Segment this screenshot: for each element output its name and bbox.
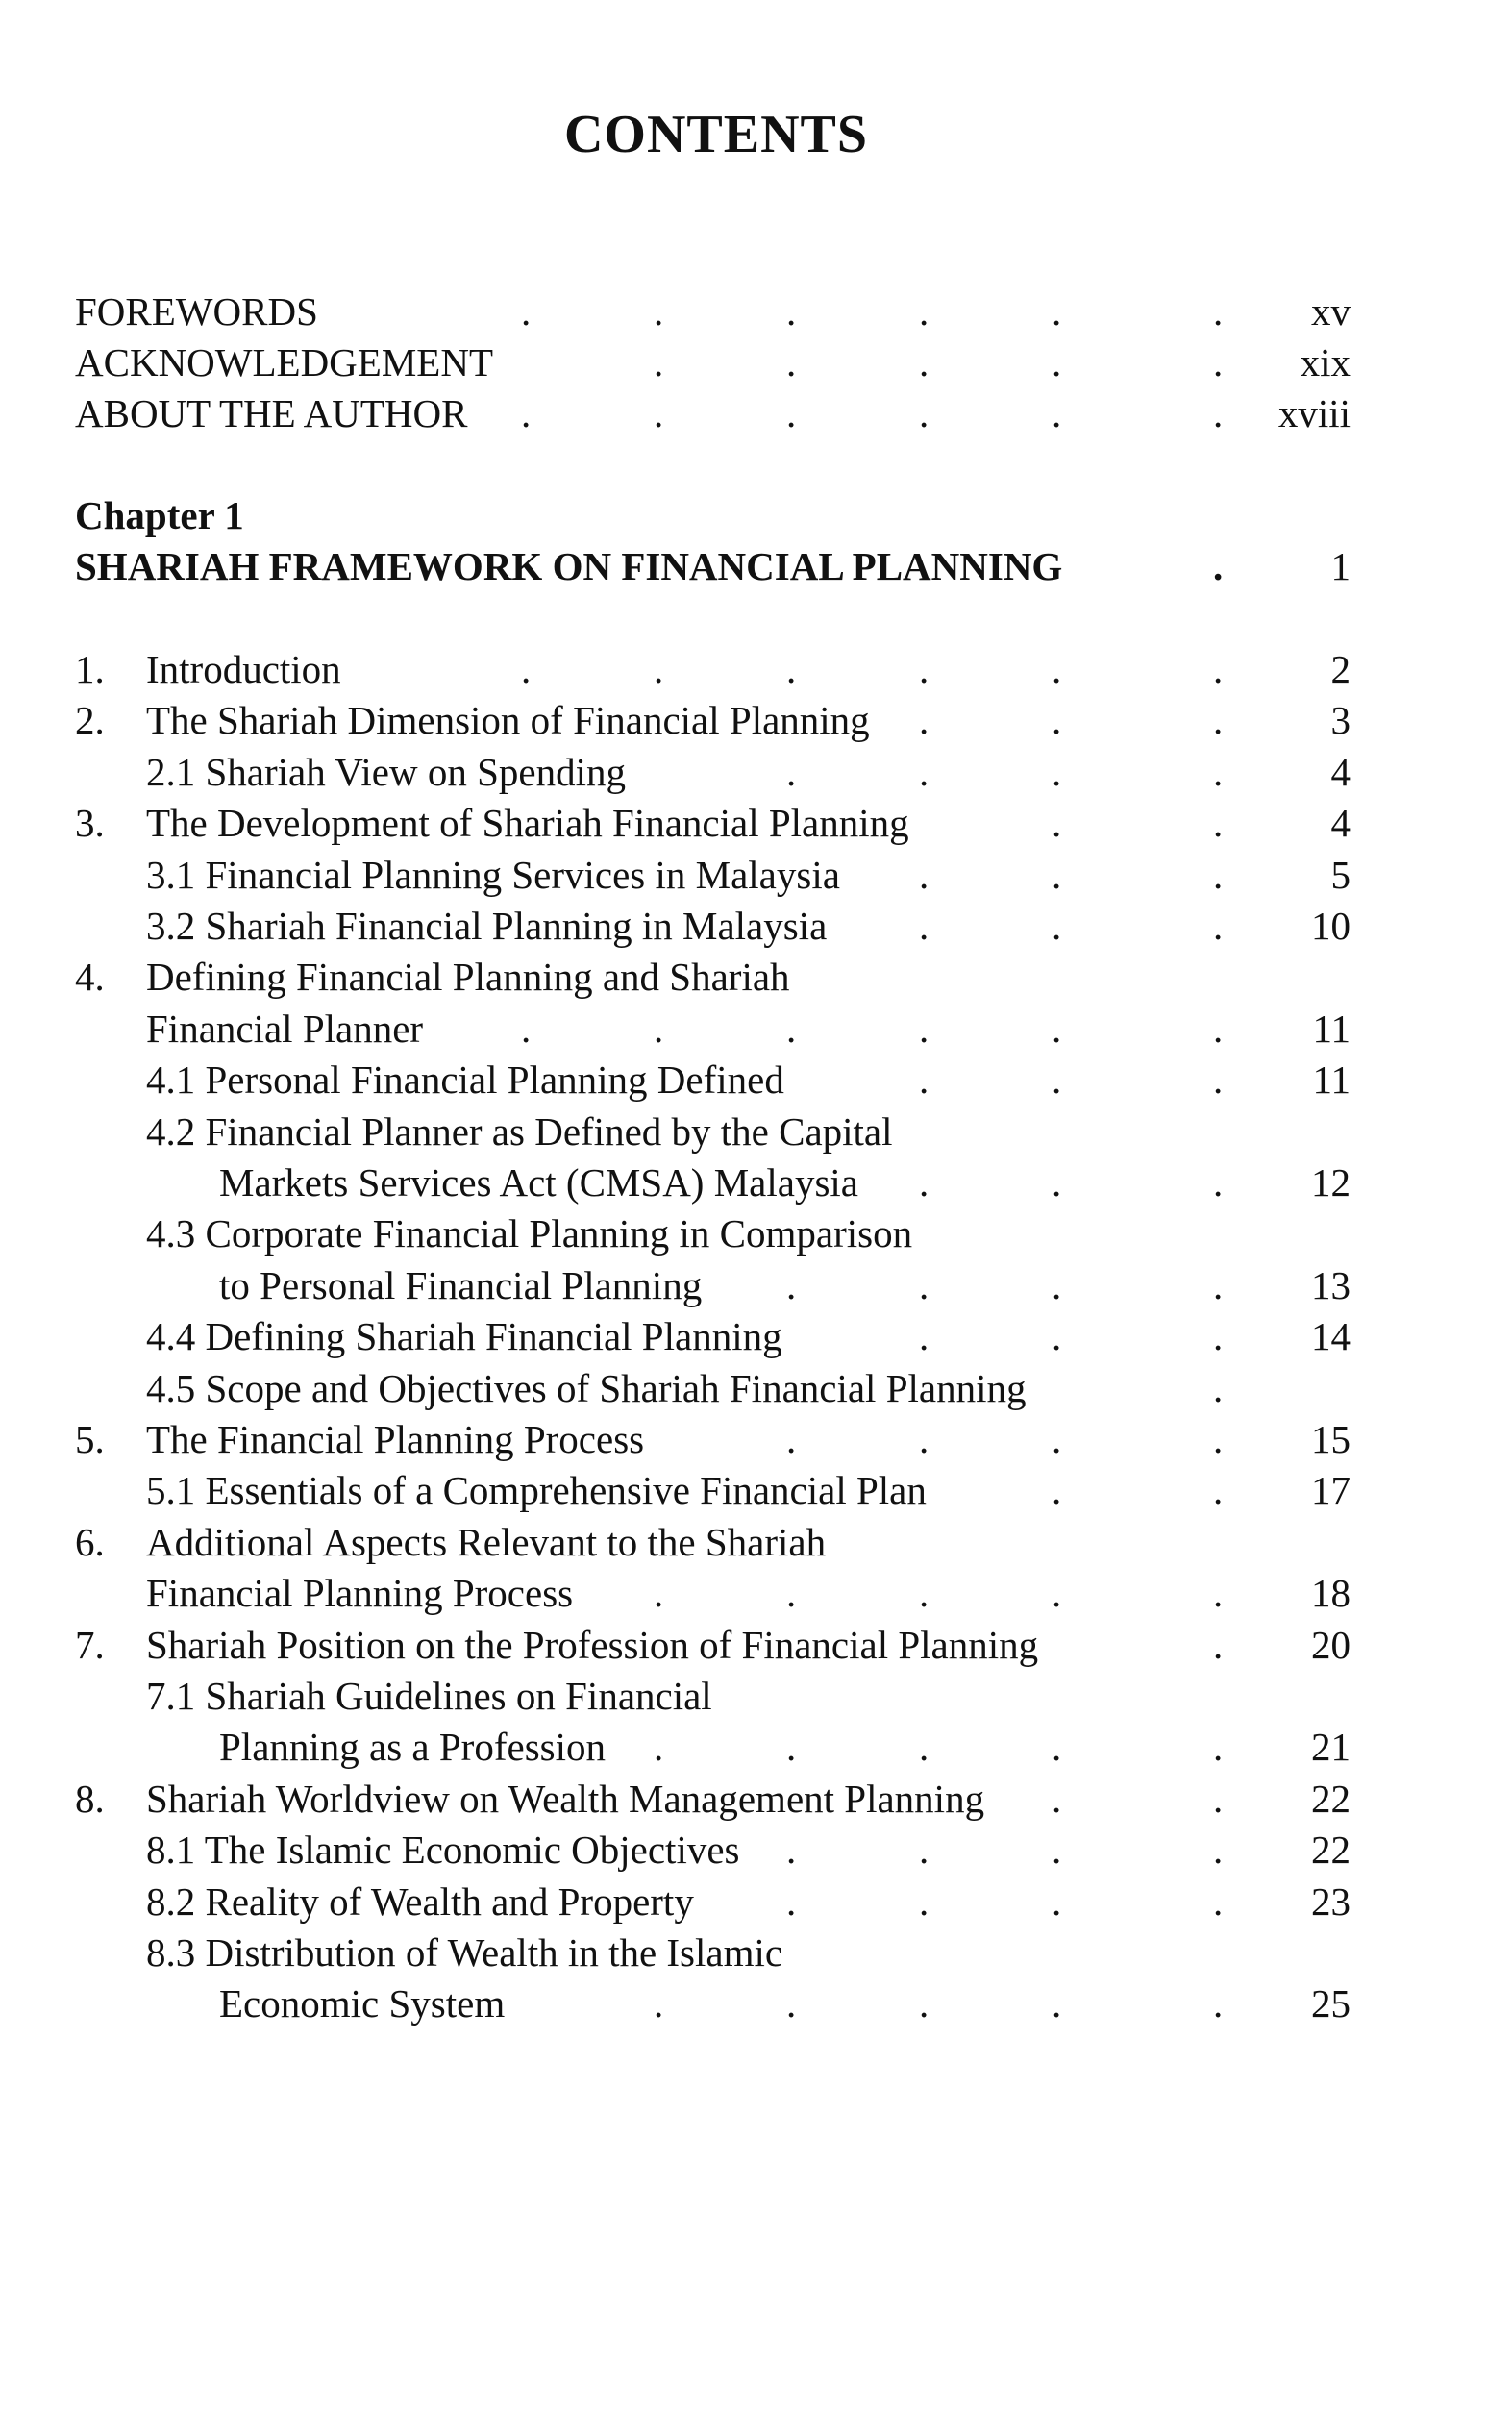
leader-dot: .	[654, 1571, 664, 1615]
page-number: 25	[1311, 1981, 1351, 2026]
entry-title: to Personal Financial Planning	[219, 1263, 703, 1307]
leader-dot: .	[1213, 1879, 1224, 1924]
toc-subentry[interactable]	[0, 848, 1351, 902]
page-number: 5	[1330, 853, 1351, 897]
leader-dot: .	[1052, 391, 1062, 435]
leader-dot: .	[786, 340, 797, 385]
toc-subentry[interactable]	[0, 1926, 1351, 1979]
leader-dot: .	[1052, 647, 1062, 691]
toc-entry[interactable]	[0, 1618, 1351, 1672]
entry-title: 4.2 Financial Planner as Defined by the Capital	[146, 1109, 893, 1154]
entry-title: 2.1 Shariah View on Spending	[146, 750, 626, 794]
chapter-number: Chapter 1	[75, 493, 244, 537]
leader-dot: .	[654, 289, 664, 334]
toc-subentry[interactable]	[0, 1105, 1351, 1158]
toc-subentry[interactable]	[0, 1720, 1351, 1774]
leader-dot: .	[786, 1981, 797, 2026]
page-number: 15	[1311, 1417, 1351, 1461]
entry-number: 6.	[75, 1520, 105, 1564]
entry-title: 4.5 Scope and Objectives of Shariah Financial Planning	[146, 1366, 1027, 1410]
toc-entry[interactable]	[0, 693, 1351, 747]
toc-front-matter-entry[interactable]	[0, 285, 1351, 338]
leader-dot: .	[1213, 1417, 1224, 1461]
leader-dot: .	[1213, 1314, 1224, 1358]
page-number: 23	[1311, 1879, 1351, 1924]
leader-dot: .	[1052, 340, 1062, 385]
leader-dot: .	[1052, 1571, 1062, 1615]
toc-entry[interactable]	[0, 642, 1351, 696]
leader-dot: .	[919, 340, 930, 385]
leader-dot: .	[1213, 1007, 1224, 1051]
leader-dot: .	[919, 1828, 930, 1872]
entry-title: 5.1 Essentials of a Comprehensive Financial Plan	[146, 1468, 927, 1512]
leader-dot: .	[1052, 1417, 1062, 1461]
leader-dot: .	[1052, 904, 1062, 948]
chapter-title-entry[interactable]	[0, 539, 1351, 593]
entry-number: 4.	[75, 955, 105, 999]
toc-subentry[interactable]	[0, 1463, 1351, 1517]
entry-title: 8.1 The Islamic Economic Objectives	[146, 1828, 740, 1872]
leader-dot: .	[1213, 647, 1224, 691]
leader-dot: .	[919, 750, 930, 794]
leader-dot: .	[521, 289, 532, 334]
leader-dot: .	[919, 1725, 930, 1769]
leader-dot: .	[1213, 904, 1224, 948]
entry-title: Shariah Worldview on Wealth Management Planning	[146, 1777, 985, 1821]
leader-dot: .	[786, 1879, 797, 1924]
leader-dot: .	[919, 1057, 930, 1102]
leader-dot: .	[1213, 544, 1224, 588]
toc-front-matter-entry[interactable]	[0, 336, 1351, 389]
leader-dot: .	[919, 853, 930, 897]
leader-dot: .	[786, 1417, 797, 1461]
leader-dot: .	[786, 647, 797, 691]
entry-title: 4.1 Personal Financial Planning Defined	[146, 1057, 784, 1102]
leader-dot: .	[654, 1725, 664, 1769]
page-number: 11	[1312, 1057, 1351, 1102]
leader-dot: .	[1052, 1263, 1062, 1307]
page-number: xviii	[1277, 391, 1351, 435]
leader-dot: .	[1052, 1725, 1062, 1769]
leader-dot: .	[654, 1007, 664, 1051]
leader-dot: .	[1052, 1777, 1062, 1821]
leader-dot: .	[654, 340, 664, 385]
entry-number: 7.	[75, 1623, 105, 1667]
leader-dot: .	[1213, 1777, 1224, 1821]
toc-subentry[interactable]	[0, 1309, 1351, 1363]
leader-dot: .	[919, 1160, 930, 1205]
leader-dot: .	[1213, 1468, 1224, 1512]
entry-number: 3.	[75, 801, 105, 845]
entry-title: The Financial Planning Process	[146, 1417, 645, 1461]
entry-label: FOREWORDS	[75, 289, 318, 334]
entry-title: Shariah Position on the Profession of Financial Planning	[146, 1623, 1039, 1667]
page-number: 11	[1312, 1007, 1351, 1051]
entry-title: Defining Financial Planning and Shariah	[146, 955, 790, 999]
leader-dot: .	[786, 1725, 797, 1769]
leader-dot: .	[919, 1981, 930, 2026]
leader-dot: .	[919, 391, 930, 435]
toc-subentry[interactable]	[0, 1669, 1351, 1723]
page-number: 21	[1311, 1725, 1351, 1769]
page-number: 22	[1311, 1828, 1351, 1872]
leader-dot: .	[1213, 289, 1224, 334]
toc-entry[interactable]	[0, 1772, 1351, 1826]
toc-subentry[interactable]	[0, 1977, 1351, 2030]
page-number: 13	[1311, 1263, 1351, 1307]
entry-title: Planning as a Profession	[219, 1725, 606, 1769]
page-number: 3	[1330, 698, 1351, 742]
toc-subentry[interactable]	[0, 1206, 1351, 1260]
page-title: CONTENTS	[563, 105, 869, 164]
toc-entry[interactable]	[0, 796, 1351, 850]
leader-dot: .	[1213, 1828, 1224, 1872]
leader-dot: .	[1213, 1263, 1224, 1307]
leader-dot: .	[654, 391, 664, 435]
entry-label: ACKNOWLEDGEMENT	[75, 340, 493, 385]
entry-title: 8.3 Distribution of Wealth in the Islamic	[146, 1930, 783, 1975]
toc-subentry[interactable]	[0, 1875, 1351, 1928]
page-number: 12	[1311, 1160, 1351, 1205]
leader-dot: .	[786, 1828, 797, 1872]
leader-dot: .	[1052, 289, 1062, 334]
leader-dot: .	[1052, 1981, 1062, 2026]
leader-dot: .	[786, 1007, 797, 1051]
leader-dot: .	[1213, 1366, 1224, 1410]
leader-dot: .	[654, 1981, 664, 2026]
leader-dot: .	[919, 1417, 930, 1461]
chapter-label[interactable]	[0, 488, 1351, 542]
leader-dot: .	[919, 1007, 930, 1051]
leader-dot: .	[786, 1571, 797, 1615]
toc-subentry[interactable]	[0, 1053, 1351, 1107]
toc-subentry[interactable]	[0, 745, 1351, 799]
leader-dot: .	[919, 698, 930, 742]
page-number: 4	[1330, 750, 1351, 794]
toc-subentry[interactable]	[0, 1823, 1351, 1877]
leader-dot: .	[1213, 1623, 1224, 1667]
leader-dot: .	[1213, 750, 1224, 794]
leader-dot: .	[1213, 698, 1224, 742]
toc-entry[interactable]	[0, 1412, 1351, 1466]
toc-subentry[interactable]	[0, 899, 1351, 953]
leader-dot: .	[1052, 698, 1062, 742]
page-number: 18	[1311, 1571, 1351, 1615]
leader-dot: .	[786, 391, 797, 435]
page-number: 17	[1311, 1468, 1351, 1512]
entry-title: The Development of Shariah Financial Planning	[146, 801, 909, 845]
entry-title: Additional Aspects Relevant to the Shariah	[146, 1520, 827, 1564]
entry-title: The Shariah Dimension of Financial Planning	[146, 698, 870, 742]
leader-dot: .	[654, 647, 664, 691]
entry-number: 1.	[75, 647, 105, 691]
toc-entry[interactable]	[0, 950, 1351, 1004]
leader-dot: .	[919, 289, 930, 334]
page-number: 2	[1330, 647, 1351, 691]
leader-dot: .	[1052, 853, 1062, 897]
entry-title: 7.1 Shariah Guidelines on Financial	[146, 1674, 712, 1718]
toc-subentry[interactable]	[0, 1156, 1351, 1209]
entry-number: 8.	[75, 1777, 105, 1821]
page-number: 1	[1330, 544, 1351, 588]
leader-dot: .	[919, 1571, 930, 1615]
leader-dot: .	[786, 750, 797, 794]
leader-dot: .	[1213, 340, 1224, 385]
page-number: 22	[1311, 1777, 1351, 1821]
entry-title: 3.2 Shariah Financial Planning in Malaysia	[146, 904, 828, 948]
entry-title: Financial Planning Process	[146, 1571, 574, 1615]
leader-dot: .	[786, 289, 797, 334]
leader-dot: .	[1052, 750, 1062, 794]
toc-front-matter-entry[interactable]	[0, 386, 1351, 440]
leader-dot: .	[919, 647, 930, 691]
leader-dot: .	[919, 1314, 930, 1358]
leader-dot: .	[1052, 1314, 1062, 1358]
leader-dot: .	[521, 1007, 532, 1051]
leader-dot: .	[1052, 1468, 1062, 1512]
page-number: xv	[1311, 289, 1351, 334]
entry-number: 5.	[75, 1417, 105, 1461]
leader-dot: .	[1213, 853, 1224, 897]
leader-dot: .	[919, 1879, 930, 1924]
leader-dot: .	[521, 391, 532, 435]
toc-subentry[interactable]	[0, 1002, 1351, 1056]
leader-dot: .	[1052, 1160, 1062, 1205]
toc-subentry[interactable]	[0, 1361, 1351, 1415]
leader-dot: .	[919, 1263, 930, 1307]
leader-dot: .	[1052, 801, 1062, 845]
leader-dot: .	[1052, 1879, 1062, 1924]
page-number: 14	[1311, 1314, 1351, 1358]
leader-dot: .	[1213, 391, 1224, 435]
entry-title: Financial Planner	[146, 1007, 424, 1051]
leader-dot: .	[1213, 1160, 1224, 1205]
page-number: 4	[1330, 801, 1351, 845]
page-number: 10	[1311, 904, 1351, 948]
toc-subentry[interactable]	[0, 1566, 1351, 1620]
entry-title: Markets Services Act (CMSA) Malaysia	[219, 1160, 858, 1205]
page-number: 20	[1311, 1623, 1351, 1667]
leader-dot: .	[786, 1263, 797, 1307]
entry-title: 4.4 Defining Shariah Financial Planning	[146, 1314, 782, 1358]
entry-label: ABOUT THE AUTHOR	[75, 391, 468, 435]
toc-entry[interactable]	[0, 1515, 1351, 1569]
leader-dot: .	[919, 904, 930, 948]
leader-dot: .	[1213, 1571, 1224, 1615]
leader-dot: .	[1213, 801, 1224, 845]
leader-dot: .	[1213, 1981, 1224, 2026]
entry-title: 8.2 Reality of Wealth and Property	[146, 1879, 694, 1924]
entry-title: 4.3 Corporate Financial Planning in Comparison	[146, 1211, 913, 1256]
entry-number: 2.	[75, 698, 105, 742]
toc-subentry[interactable]	[0, 1258, 1351, 1312]
leader-dot: .	[1213, 1725, 1224, 1769]
entry-title: 3.1 Financial Planning Services in Malaysia	[146, 853, 840, 897]
leader-dot: .	[1052, 1828, 1062, 1872]
page-number: xix	[1300, 340, 1351, 385]
leader-dot: .	[1213, 1057, 1224, 1102]
entry-title: Economic System	[219, 1981, 506, 2026]
entry-title: Introduction	[146, 647, 341, 691]
leader-dot: .	[521, 647, 532, 691]
chapter-title: SHARIAH FRAMEWORK ON FINANCIAL PLANNING	[75, 544, 1063, 588]
leader-dot: .	[1052, 1057, 1062, 1102]
leader-dot: .	[1052, 1007, 1062, 1051]
